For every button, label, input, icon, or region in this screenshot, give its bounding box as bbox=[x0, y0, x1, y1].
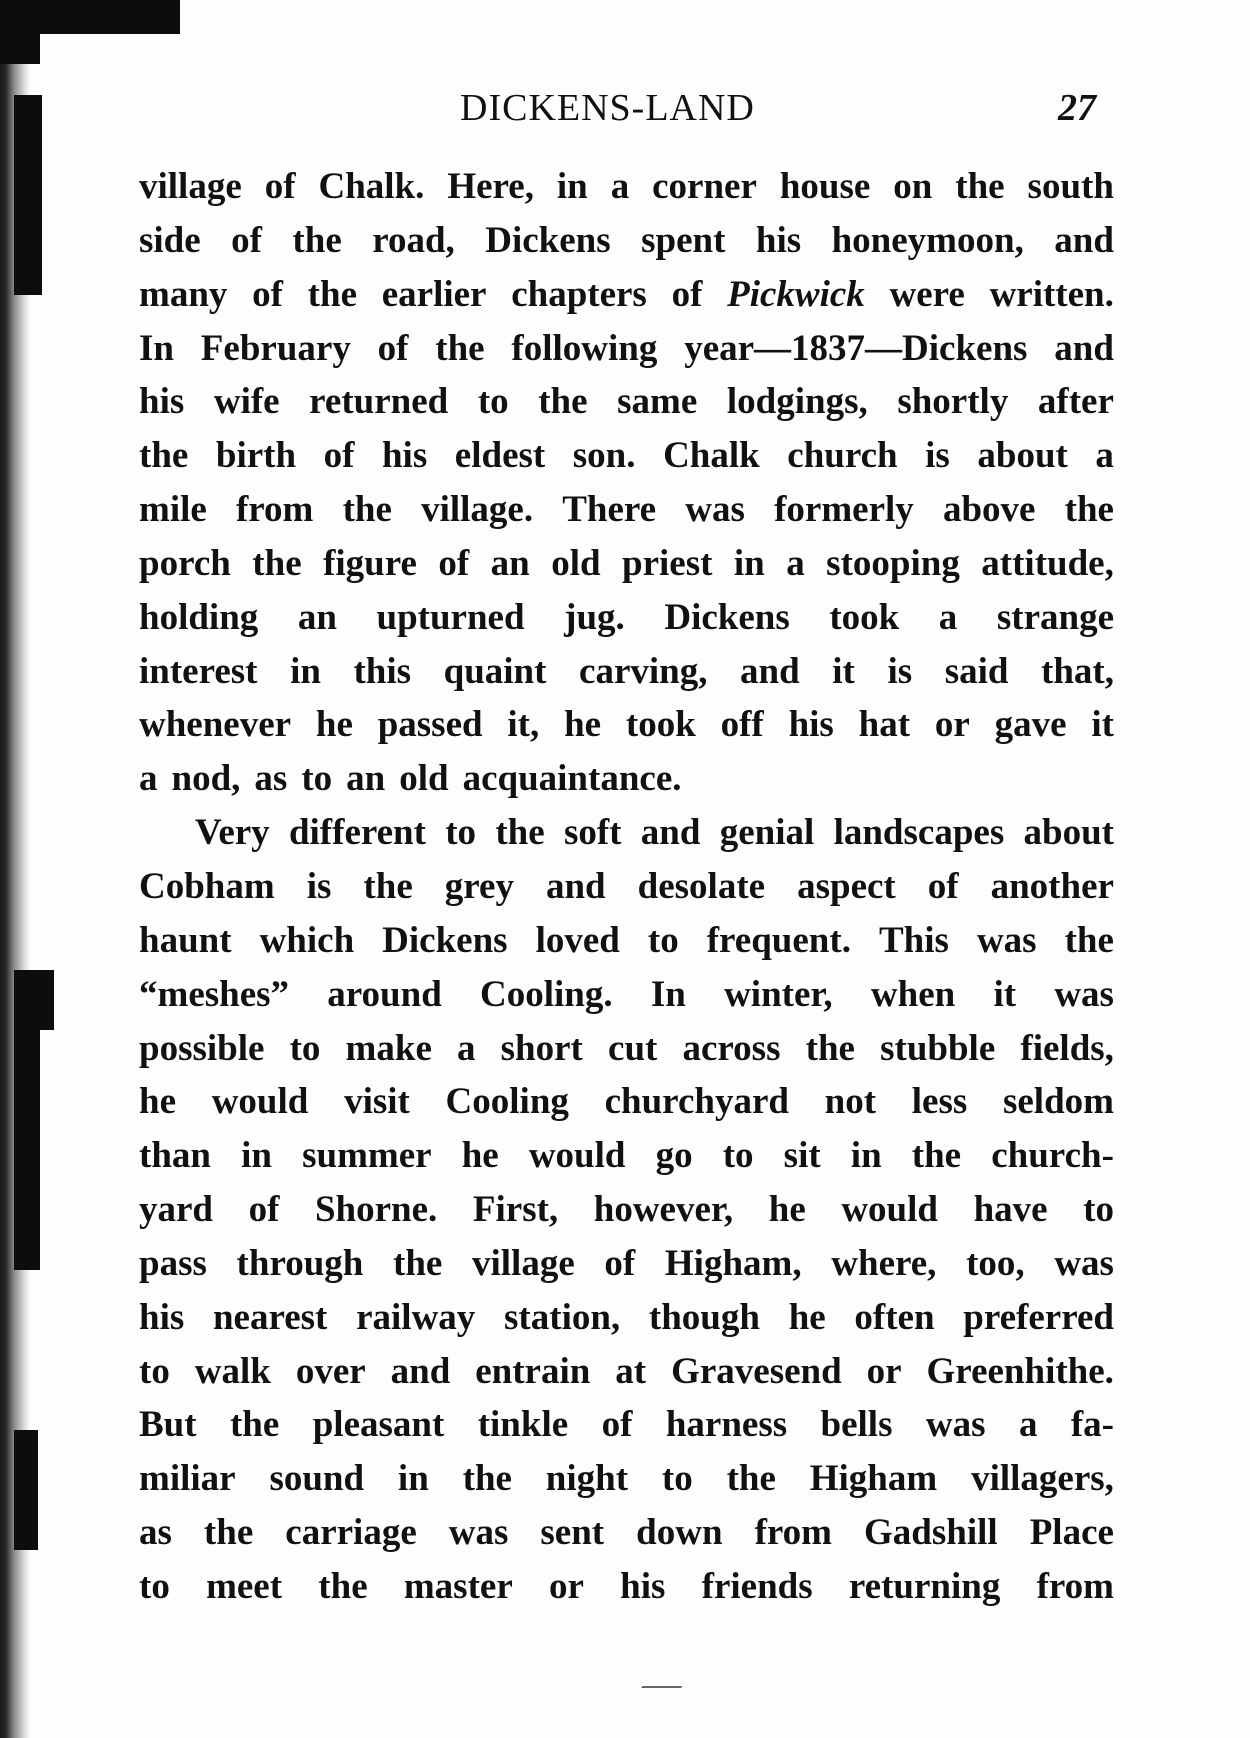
text-line: the birth of his eldest son. Chalk church is about a bbox=[139, 435, 1114, 477]
scan-artifact bbox=[14, 1030, 40, 1270]
text-line: porch the figure of an old priest in a stooping attitude, bbox=[139, 542, 1114, 584]
text-line: But the pleasant tinkle of harness bells was a fa- bbox=[139, 1404, 1114, 1446]
text-line: side of the road, Dickens spent his honeymoon, and bbox=[139, 219, 1114, 261]
text-line: to walk over and entrain at Gravesend or Greenhithe. bbox=[139, 1350, 1114, 1392]
footer-ornament bbox=[638, 1686, 683, 1694]
scan-artifact bbox=[0, 34, 40, 64]
text-line: yard of Shorne. First, however, he would have to bbox=[139, 1189, 1114, 1231]
text-line: he would visit Cooling churchyard not less seldom bbox=[139, 1081, 1114, 1123]
body-text bbox=[139, 160, 1114, 1614]
text-line: interest in this quaint carving, and it is said that, bbox=[139, 650, 1114, 692]
scan-artifact bbox=[0, 0, 180, 34]
text-line: than in summer he would go to sit in the church- bbox=[139, 1135, 1114, 1177]
running-title: DICKENS-LAND bbox=[460, 87, 755, 129]
text-line: mile from the village. There was formerly above the bbox=[139, 489, 1114, 531]
text-line: miliar sound in the night to the Higham villagers, bbox=[139, 1458, 1114, 1500]
text-line: Very different to the soft and genial landscapes about bbox=[195, 812, 1114, 854]
scan-artifact bbox=[14, 970, 54, 1030]
text-line: a nod, as to an old acquaintance. bbox=[139, 758, 682, 800]
scan-artifact bbox=[14, 95, 42, 295]
text-line: many of the earlier chapters of Pickwick were written. bbox=[139, 273, 1114, 315]
text-line: haunt which Dickens loved to frequent. This was the bbox=[139, 919, 1114, 961]
text-line: his nearest railway station, though he often preferred bbox=[139, 1296, 1114, 1338]
text-line: village of Chalk. Here, in a corner house on the south bbox=[139, 166, 1114, 207]
text-line: holding an upturned jug. Dickens took a strange bbox=[139, 596, 1114, 638]
text-line: pass through the village of Higham, where, too, was bbox=[139, 1242, 1114, 1284]
text-line: to meet the master or his friends returning from bbox=[139, 1565, 1114, 1607]
text-line: In February of the following year—1837—Dickens and bbox=[139, 327, 1114, 369]
page-number: 27 bbox=[1058, 87, 1096, 129]
text-line: “meshes” around Cooling. In winter, when it was bbox=[139, 973, 1114, 1015]
text-line: as the carriage was sent down from Gadshill Place bbox=[139, 1512, 1114, 1554]
text-line: his wife returned to the same lodgings, shortly after bbox=[139, 381, 1114, 423]
text-line: Cobham is the grey and desolate aspect of another bbox=[139, 865, 1114, 907]
scan-artifact bbox=[14, 1430, 38, 1550]
text-line: possible to make a short cut across the stubble fields, bbox=[139, 1027, 1114, 1069]
text-line: whenever he passed it, he took off his hat or gave it bbox=[139, 704, 1114, 746]
